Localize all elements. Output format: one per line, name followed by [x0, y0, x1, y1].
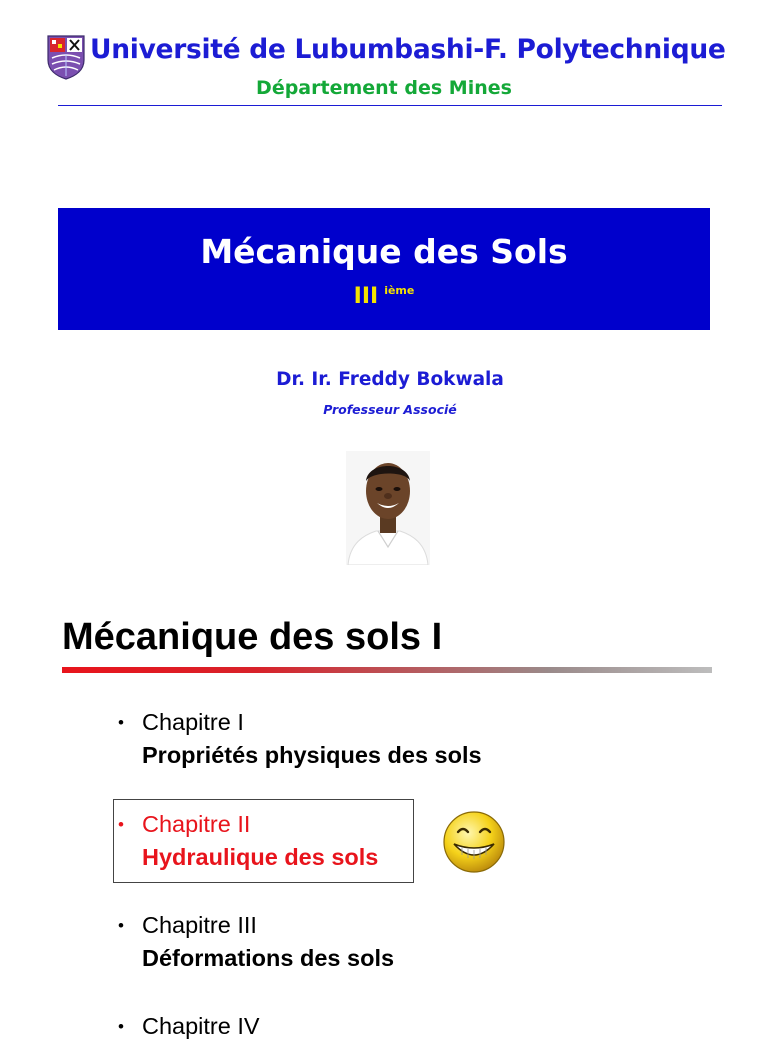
chapter-name: Déformations des sols [142, 945, 395, 971]
slide-title-underline [62, 667, 712, 673]
chapter-item [118, 909, 394, 975]
course-level-suffix: ième [384, 284, 415, 297]
university-name: Université de Lubumbashi-F. Polytechnique [90, 34, 726, 65]
bullet: • [118, 815, 124, 834]
author-portrait-photo [346, 451, 430, 565]
author-role: Professeur Associé [323, 402, 457, 417]
chapter-number: Chapitre II [142, 811, 251, 837]
chapter-number: Chapitre I [142, 709, 244, 735]
course-level-number: III [353, 284, 379, 309]
header-divider [58, 105, 722, 106]
document-header [0, 0, 768, 110]
chapter-name: Hydraulique des sols [142, 844, 379, 870]
course-title-banner [58, 208, 710, 330]
department-name: Département des Mines [256, 77, 512, 99]
bullet: • [118, 713, 124, 732]
slide-title: Mécanique des sols I [62, 616, 443, 658]
chapter-name: Propriétés physiques des sols [142, 742, 482, 768]
chapter-item [118, 706, 482, 772]
course-title: Mécanique des Sols [200, 232, 568, 271]
course-level [58, 284, 710, 309]
chapter-number: Chapitre IV [142, 1013, 260, 1039]
chapter-number: Chapitre III [142, 912, 257, 938]
university-crest-icon [46, 34, 86, 80]
chapter-item-active [118, 808, 378, 874]
bullet: • [118, 1017, 124, 1036]
author-name: Dr. Ir. Freddy Bokwala [276, 369, 504, 390]
bullet: • [118, 916, 124, 935]
chapter-item [118, 1010, 260, 1043]
grinning-smiley-icon [442, 808, 506, 874]
